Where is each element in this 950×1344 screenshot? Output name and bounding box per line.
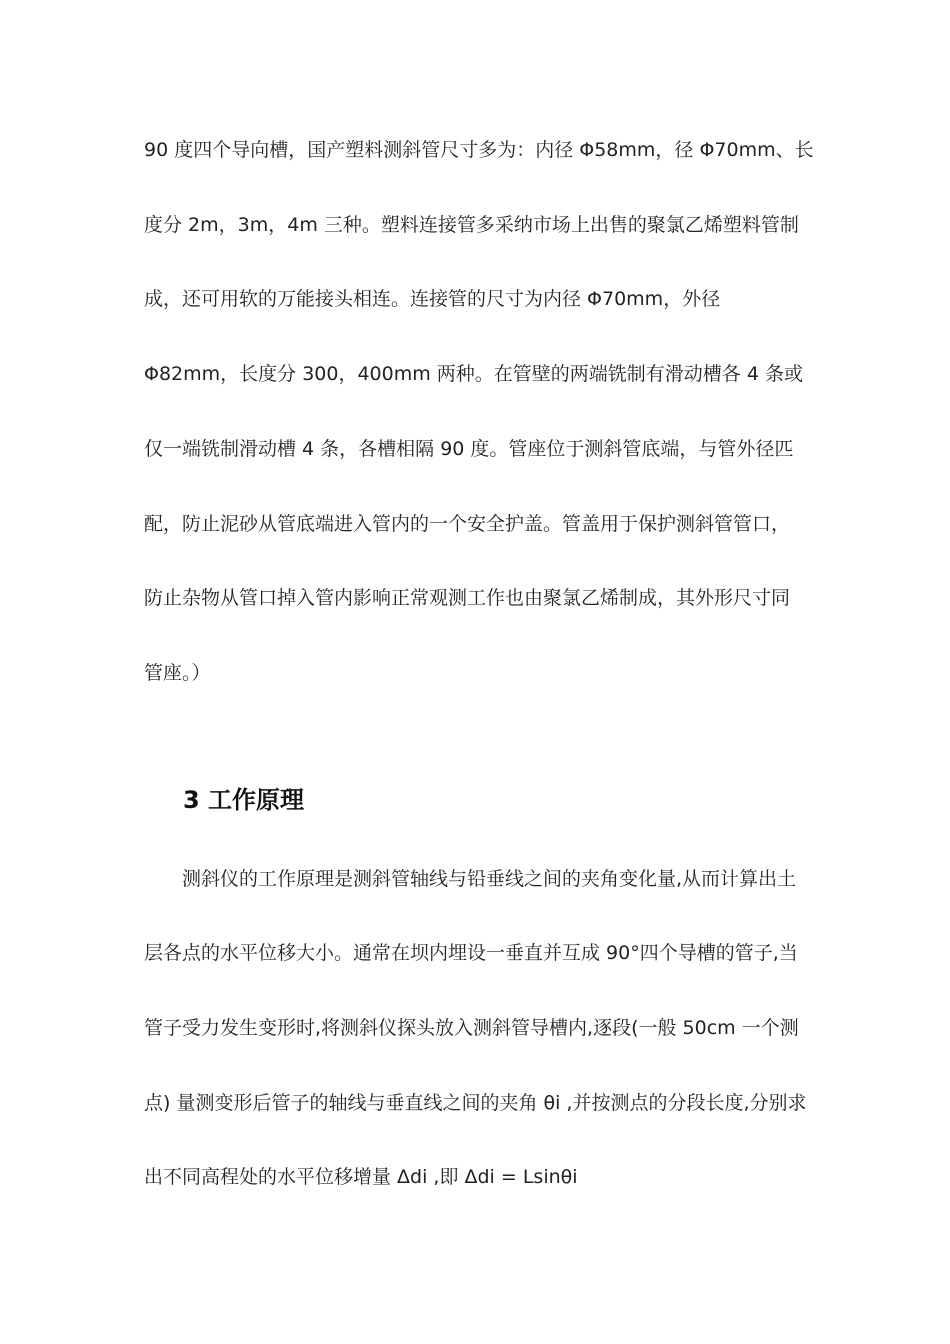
paragraph-line: 成，还可用软的万能接头相连。连接管的尺寸为内径 Φ70mm，外径 (144, 288, 721, 310)
paragraph-line: 测斜仪的工作原理是测斜管轴线与铅垂线之间的夹角变化量,从而计算出土 (182, 868, 797, 890)
paragraph-line: 仅一端铣制滑动槽 4 条，各槽相隔 90 度。管座位于测斜管底端，与管外径匹 (144, 438, 794, 460)
paragraph-line: 管子受力发生变形时,将测斜仪探头放入测斜管导槽内,逐段(一般 50cm 一个测 (144, 1017, 799, 1039)
paragraph-line: 管座。） (144, 662, 211, 684)
paragraph-line: 出不同高程处的水平位移增量 Δdi ,即 Δdi = Lsinθi (144, 1166, 578, 1188)
section-heading: 3 工作原理 (183, 786, 305, 814)
paragraph-line: 90 度四个导向槽，国产塑料测斜管尺寸多为：内径 Φ58mm，径 Φ70mm、长 (144, 139, 814, 161)
paragraph-line: 点) 量测变形后管子的轴线与垂直线之间的夹角 θi ,并按测点的分段长度,分别求 (144, 1092, 807, 1114)
paragraph-line: Φ82mm，长度分 300，400mm 两种。在管壁的两端铣制有滑动槽各 4 条或 (144, 363, 803, 385)
paragraph-line: 层各点的水平位移大小。通常在坝内埋设一垂直并互成 90°四个导槽的管子,当 (144, 942, 798, 964)
paragraph-line: 配，防止泥砂从管底端进入管内的一个安全护盖。管盖用于保护测斜管管口， (144, 513, 791, 535)
paragraph-line: 度分 2m，3m，4m 三种。塑料连接管多采纳市场上出售的聚氯乙烯塑料管制 (144, 214, 799, 236)
paragraph-line: 防止杂物从管口掉入管内影响正常观测工作也由聚氯乙烯制成，其外形尺寸同 (144, 587, 791, 609)
